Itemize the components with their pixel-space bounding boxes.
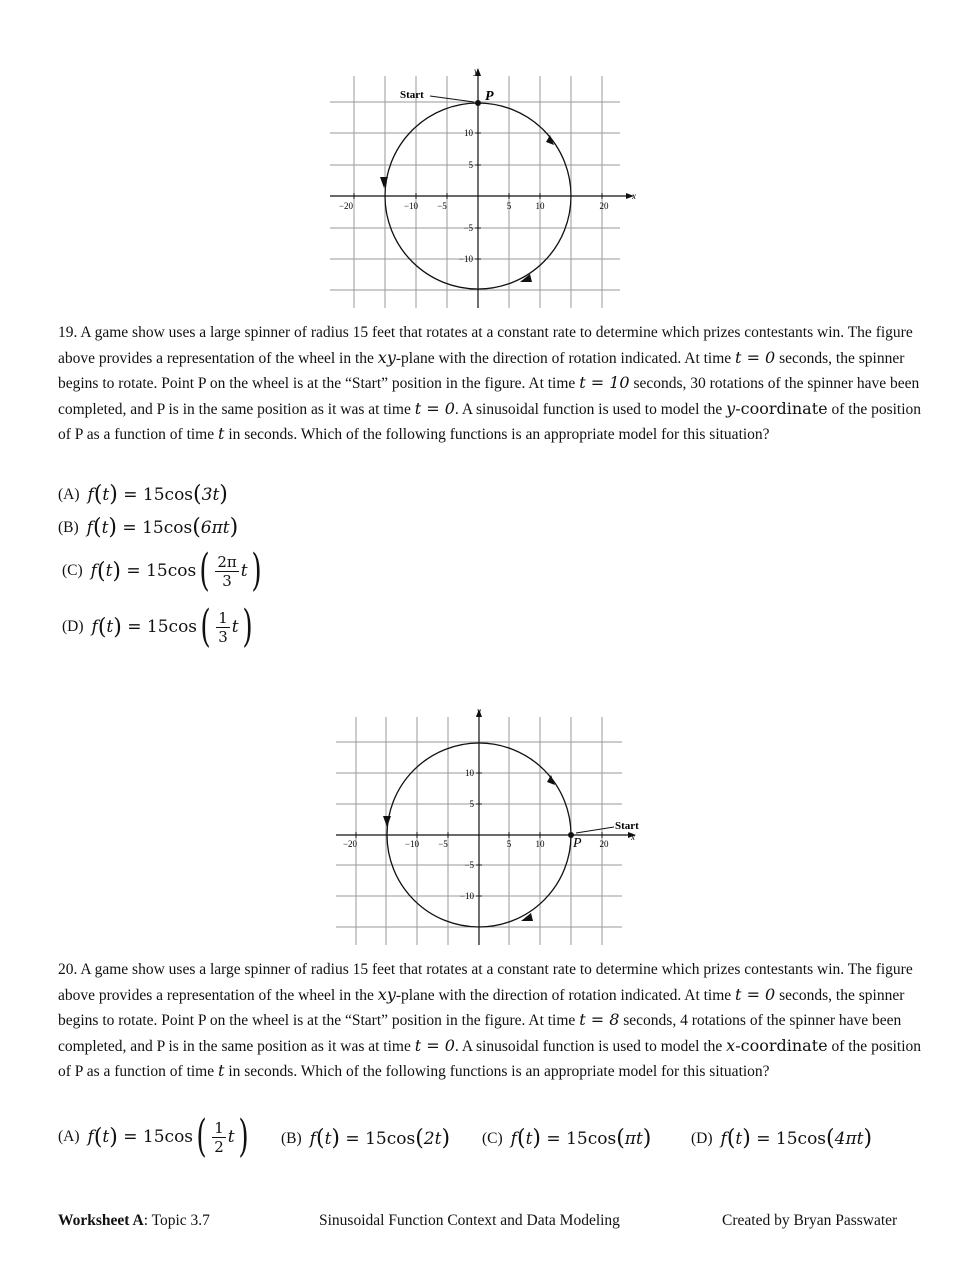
question-text: in seconds. Which of the following functions is an appropriate model for this situation?	[228, 1063, 770, 1080]
x-tick-label: −20	[342, 839, 358, 849]
y-tick-label: −10	[459, 891, 474, 901]
option-expression: f ( t ) = 15cos ( $\frac{2\pi}{3}$ t )	[90, 545, 262, 596]
coordinate-variable: y	[726, 398, 736, 418]
coordinate-word: -coordinate	[735, 398, 828, 418]
x-tick-label: −5	[437, 201, 447, 211]
x-axis-label: x	[632, 191, 636, 201]
option-expression: f ( t ) = 15cos ( πt )	[510, 1126, 652, 1151]
x-tick-label: 5	[506, 839, 512, 849]
y-tick-label: −10	[458, 254, 473, 264]
start-label: Start	[400, 89, 424, 101]
x-tick-label: 20	[599, 839, 609, 849]
option-label: (B)	[58, 518, 79, 536]
figure-1-spinner	[320, 62, 650, 317]
q20-option-d[interactable]	[691, 1126, 872, 1151]
q19-option-d[interactable]	[62, 601, 256, 652]
question-text: of the position of P as a function of time	[58, 1037, 922, 1080]
point-p-label: P	[573, 836, 582, 851]
plane-variable: xy	[377, 984, 396, 1004]
x-tick-label: 20	[599, 201, 609, 211]
option-label: (D)	[62, 618, 84, 635]
y-tick-label: 5	[469, 799, 474, 809]
footer-title: Sinusoidal Function Context and Data Modeling	[319, 1212, 620, 1229]
x-tick-label: −20	[338, 201, 354, 211]
question-text: -plane with the direction of rotation indicated. At time	[395, 986, 732, 1004]
x-tick-label: −10	[404, 839, 420, 849]
y-tick-label: −5	[464, 860, 474, 870]
question-text: A game show uses a large spinner of radius 15 feet that rotates at a constant rate to determine which prizes contestants win. The figure above provides a representation of the wheel in the	[58, 324, 913, 367]
question-text: seconds, the spinner begins to rotate. Point P on the wheel is at the “Start” position in the figure. At time	[58, 349, 905, 392]
question-text: of the position of P as a function of time	[58, 400, 922, 443]
x-tick-label: 5	[506, 201, 512, 211]
footer-author: Created by Bryan Passwater	[722, 1212, 898, 1229]
y-tick-label: −5	[463, 223, 473, 233]
x-tick-labels	[339, 201, 609, 211]
coordinate-variable: x	[726, 1035, 736, 1055]
x-tick-label: −10	[403, 201, 419, 211]
point-p	[475, 100, 481, 106]
question-text: seconds, 30 rotations of the spinner have been completed, and P is in the same position as it was at time	[58, 375, 920, 418]
question-text: -plane with the direction of rotation indicated. At time	[395, 349, 732, 367]
y-axis-label: y	[477, 706, 481, 716]
rotation-arrow-left	[380, 177, 388, 188]
footer-worksheet	[58, 1212, 210, 1230]
y-tick-label: 10	[465, 768, 474, 778]
figure-1-graph	[320, 62, 650, 312]
x-tick-labels	[343, 839, 609, 849]
rotation-arrow-upper	[547, 775, 555, 785]
figure-2-graph	[326, 703, 656, 948]
option-expression: f ( t ) = 15cos ( 3t )	[87, 482, 228, 507]
time-end: t = 10	[579, 373, 630, 392]
figure-2-spinner	[326, 703, 656, 953]
question-text: A game show uses a large spinner of radius 15 feet that rotates at a constant rate to determine which prizes contestants win. The figure above provides a representation of the wheel in the	[58, 961, 913, 1004]
question-text: . A sinusoidal function is used to model the	[454, 1037, 723, 1055]
start-leader	[576, 827, 614, 833]
q20-option-c[interactable]	[482, 1126, 651, 1151]
question-19-text	[58, 321, 928, 448]
time-variable: t	[218, 1061, 225, 1080]
time-zero: t = 0	[414, 398, 455, 418]
x-tick-label: −5	[438, 839, 448, 849]
q19-option-c[interactable]	[62, 545, 265, 596]
rotation-arrow-left	[383, 816, 391, 827]
axes	[336, 715, 630, 945]
option-label: (C)	[482, 1129, 503, 1147]
x-tick-label: 10	[535, 839, 545, 849]
option-label: (C)	[62, 562, 83, 579]
time-zero: t = 0	[735, 347, 776, 367]
question-text: seconds, 4 rotations of the spinner have been completed, and P is in the same position as it was at time	[58, 1012, 902, 1055]
q19-option-a[interactable]	[58, 482, 228, 507]
q19-option-b[interactable]	[58, 515, 238, 540]
worksheet-topic: : Topic 3.7	[143, 1212, 210, 1229]
x-axis-label: x	[631, 832, 635, 842]
option-label: (B)	[281, 1129, 302, 1147]
time-zero: t = 0	[414, 1035, 455, 1055]
option-expression: f ( t ) = 15cos ( 2t )	[309, 1126, 451, 1151]
q20-option-b[interactable]	[281, 1126, 450, 1151]
option-expression: f ( t ) = 15cos ( 4πt )	[720, 1126, 873, 1151]
start-leader	[430, 96, 474, 102]
option-expression: f ( t ) = 15cos ( $\frac{1}{2}$ t )	[87, 1111, 249, 1162]
y-tick-label: 10	[464, 128, 473, 138]
question-text: . A sinusoidal function is used to model the	[454, 400, 723, 418]
option-expression: f ( t ) = 15cos ( 6πt )	[86, 515, 239, 540]
grid	[330, 76, 620, 308]
time-zero: t = 0	[735, 984, 776, 1004]
worksheet-name: Worksheet A	[58, 1212, 144, 1229]
option-expression: f ( t ) = 15cos ( $\frac{1}{3}$ t )	[91, 601, 253, 652]
option-label: (A)	[58, 1128, 80, 1145]
axes	[330, 74, 628, 308]
option-label: (D)	[691, 1129, 713, 1147]
time-variable: t	[218, 424, 225, 443]
x-tick-label: 10	[535, 201, 545, 211]
option-label: (A)	[58, 485, 80, 503]
question-20-text	[58, 958, 928, 1085]
q20-option-a[interactable]	[58, 1111, 252, 1162]
question-number: 20.	[58, 961, 78, 978]
time-end: t = 8	[579, 1010, 620, 1029]
plane-variable: xy	[377, 347, 396, 367]
coordinate-word: -coordinate	[735, 1035, 828, 1055]
question-text: in seconds. Which of the following functions is an appropriate model for this situation?	[228, 426, 770, 443]
y-axis-label: y	[474, 66, 478, 76]
point-p-label: P	[485, 89, 494, 104]
question-number: 19.	[58, 324, 78, 341]
start-label: Start	[615, 820, 639, 832]
y-tick-label: 5	[468, 160, 473, 170]
question-text: seconds, the spinner begins to rotate. Point P on the wheel is at the “Start” position in the figure. At time	[58, 986, 905, 1029]
